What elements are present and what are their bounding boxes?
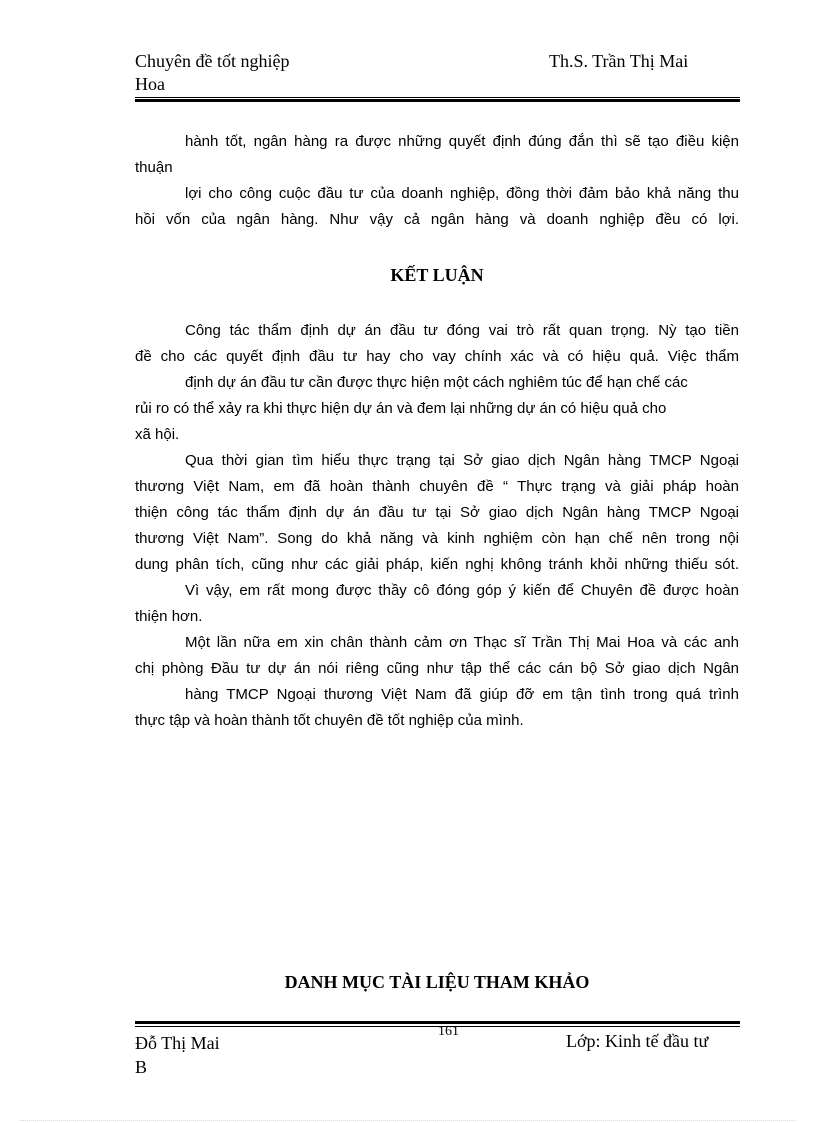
text-line: Công tác thẩm định dự án đầu tư đóng vai trò rất quan trọng. Nỳ tạo tiền (185, 322, 739, 339)
text-line: đề cho các quyết định đầu tư hay cho vay chính xác và có hiệu quả. Việc thẩm (135, 348, 739, 365)
paragraph (135, 448, 739, 578)
section-heading-ket-luan: KẾT LUẬN (390, 265, 484, 285)
paragraph (135, 370, 739, 448)
paragraph (135, 578, 739, 630)
page-number: 161 (438, 1024, 459, 1039)
text-line: định dự án đầu tư cần được thực hiện một cách nghiêm túc để hạn chế các (185, 374, 688, 391)
text-line: Qua thời gian tìm hiểu thực trạng tại Sở giao dịch Ngân hàng TMCP Ngoại (185, 452, 739, 469)
text-line: thương Việt Nam, em đã hoàn thành chuyên đề “ Thực trạng và giải pháp hoàn (135, 478, 739, 495)
paragraph (135, 630, 739, 682)
text-line: rủi ro có thể xảy ra khi thực hiện dự án và đem lại những dự án có hiệu quả cho (135, 400, 667, 417)
header-title (135, 50, 395, 96)
page-bottom-border (20, 1120, 796, 1121)
header-advisor: Th.S. Trần Thị Mai (549, 51, 689, 71)
text-line: thuận (135, 159, 173, 176)
text-line: Một lần nữa em xin chân thành cảm ơn Thạc sĩ Trần Thị Mai Hoa và các anh (185, 634, 739, 651)
section-heading-references: DANH MỤC TÀI LIỆU THAM KHẢO (284, 972, 590, 992)
text-line: hàng TMCP Ngoại thương Việt Nam đã giúp đỡ em tận tình trong quá trình (185, 686, 739, 703)
text-line: thương Việt Nam”. Song do khả năng và kinh nghiệm còn hạn chế nên trong nội (135, 530, 739, 547)
text-line: chị phòng Đầu tư dự án nói riêng cũng như tập thể các cán bộ Sở giao dịch Ngân (135, 660, 739, 677)
text-line: hành tốt, ngân hàng ra được những quyết định đúng đắn thì sẽ tạo điều kiện (185, 133, 739, 150)
header-rule-thick (135, 99, 740, 102)
header-title-line1: Chuyên đề tốt nghiệp (135, 51, 290, 71)
paragraph (135, 682, 739, 734)
paragraph (135, 155, 739, 181)
paragraph (135, 181, 739, 233)
text-line: xã hội. (135, 426, 180, 443)
text-line: dung phân tích, cũng như các giải pháp, kiến nghị không tránh khỏi những thiếu sót. (135, 556, 739, 573)
footer-author-line2: B (135, 1057, 148, 1077)
footer-class: Lớp: Kinh tế đầu tư (566, 1031, 709, 1051)
footer-author (135, 1031, 220, 1079)
header-title-line2: Hoa (135, 74, 165, 94)
header-rule-thin (135, 97, 740, 98)
text-line: thiện hơn. (135, 608, 203, 625)
text-line: Vì vậy, em rất mong được thầy cô đóng góp ý kiến để Chuyên đề được hoàn (185, 582, 739, 599)
paragraph (135, 318, 739, 370)
text-line: thiện công tác thẩm định dự án đầu tư tại Sở giao dịch Ngân hàng TMCP Ngoại (135, 504, 739, 521)
paragraph (135, 129, 739, 155)
text-line: hồi vốn của ngân hàng. Như vậy cả ngân hàng và doanh nghiệp đều có lợi. (135, 211, 739, 228)
text-line: lợi cho công cuộc đầu tư của doanh nghiệp, đồng thời đảm bảo khả năng thu (185, 185, 739, 202)
text-line: thực tập và hoàn thành tốt chuyên đề tốt nghiệp của mình. (135, 712, 524, 729)
footer-author-line1: Đỗ Thị Mai (135, 1033, 220, 1053)
